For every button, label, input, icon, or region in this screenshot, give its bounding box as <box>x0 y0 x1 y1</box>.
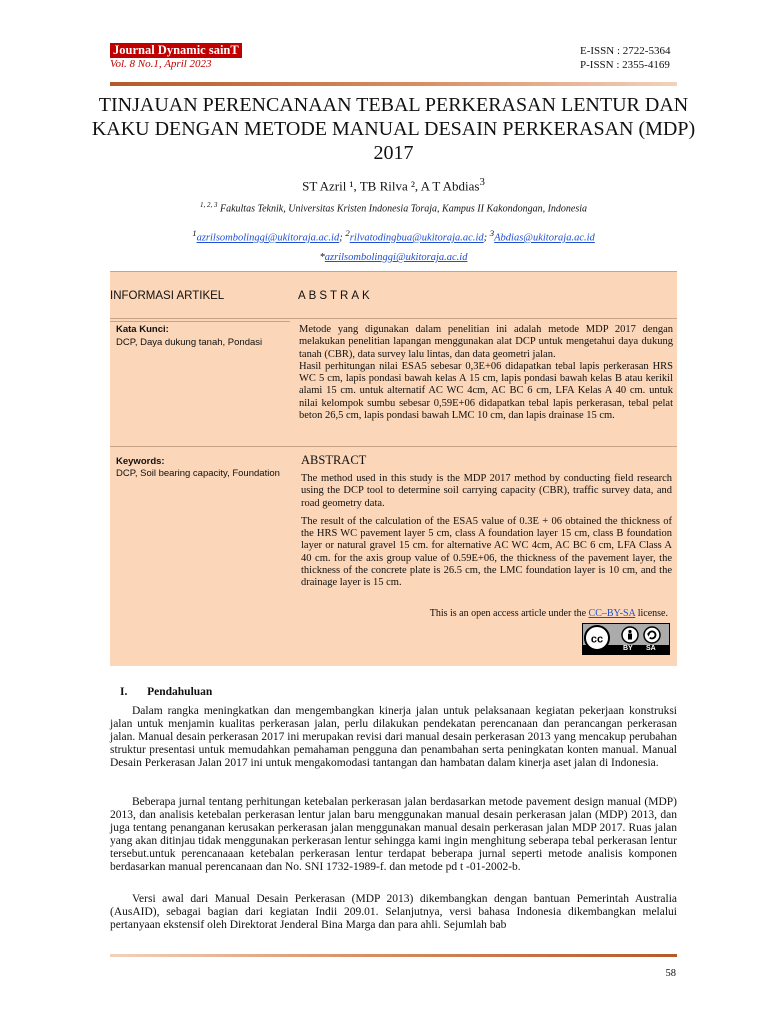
keywords-divider <box>110 446 677 447</box>
abstrak-heading: ABSTRAK <box>298 290 373 302</box>
article-title: TINJAUAN PERENCANAAN TEBAL PERKERASAN LENTUR DAN KAKU DENGAN METODE MANUAL DESAIN PERKERASAN (MDP) 2017 <box>91 94 696 164</box>
affiliation-superscript: 1, 2, 3 <box>199 201 218 209</box>
corresponding-star: * <box>319 252 325 263</box>
corresponding-email <box>110 252 677 263</box>
affiliation-text: Fakultas Teknik, Universitas Kristen Indonesia Toraja, Kampus II Kakondongan, Indonesia <box>219 203 588 215</box>
badge-by-label: BY <box>623 645 633 652</box>
info-divider-left <box>110 321 290 322</box>
kata-kunci-label: Kata Kunci: <box>116 324 169 335</box>
journal-name: Journal Dynamic sainT <box>110 43 242 58</box>
email-3-link[interactable]: Abdias@ukitoraja.ac.id <box>494 232 595 244</box>
keywords-label: Keywords: <box>116 456 165 467</box>
email-2-sep: ; <box>483 232 490 244</box>
license-statement <box>380 608 668 619</box>
abstract-heading: ABSTRACT <box>301 453 367 467</box>
author-emails <box>110 228 677 244</box>
license-suffix: license. <box>635 608 668 619</box>
section-heading <box>120 686 212 698</box>
abstrak-body <box>299 324 673 422</box>
section-title: Pendahuluan <box>147 686 213 698</box>
page-number: 58 <box>665 968 676 979</box>
eissn: E-ISSN : 2722-5364 <box>580 45 671 57</box>
cc-by-sa-badge[interactable] <box>582 623 670 655</box>
badge-sa-label: SA <box>646 645 656 652</box>
header-divider <box>110 82 677 86</box>
body-paragraph-1: Dalam rangka meningkatkan dan mengembangkan kinerja jalan untuk pelaksanaan kegiatan pekerjaan konstruksi jalan untuk menjamin kualitas perkerasan jalan, perlu dilakukan pendekatan perencanaan dan perancangan perkerasan jalan. Manual desain perkerasan 2017 ini merupakan revisi dari manual desain perkerasan 2013 yang mencakup perubahan struktur presentasi untuk memudahkan pemahaman pengguna dan penambahan serta peningkatan konten manual. Manual Desain Perkerasan Jalan 2017 ini untuk mengakomodasi tantangan dan hambatan dalam kinerja aset jalan di Indonesia. <box>110 705 677 770</box>
abstract-body <box>301 473 672 590</box>
section-number: I. <box>120 686 128 698</box>
email-1-link[interactable]: azrilsombolinggi@ukitoraja.ac.id <box>196 232 340 244</box>
authors-superscript: 3 <box>479 176 485 188</box>
email-1-sep: ; <box>339 232 346 244</box>
abstrak-paragraph-1: Metode yang digunakan dalam penelitian ini adalah metode MDP 2017 dengan melakukan penelitian lapangan menggunakan alat DCP untuk mengetahui daya dukung tanah (CBR), data survey lalu lintas, dan data geometri jalan. <box>299 324 673 360</box>
volume-info: Vol. 8 No.1, April 2023 <box>110 58 212 70</box>
license-link[interactable]: CC–BY-SA <box>588 608 636 619</box>
body-paragraph-2: Beberapa jurnal tentang perhitungan ketebalan perkerasan jalan berdasarkan metode pavement design manual (MDP) 2013, dan analisis ketebalan perkerasan lentur jalan baru menggunakan manual desain perkerasan jalan (MDP) 2013, dan juga tentang penanganan kerusakan perkerasan jalan menggunakan manual desain perkerasan jalan MDP 2017. Ruas jalan yang akan ditinjau tidak menggunakan perkerasan lentur sehingga kami ingin menghitung seberapa tebal perkerasan lentur tersebut.untuk perencanaaan ketebalan perkerasan lentur terdapat beberapa jurnal seperti metode analisis komponen berdasarkan manual perencanaan dan No. SNI 1732-1989-f. dan metode pd t -01-2002-b. <box>110 796 677 874</box>
authors-text: ST Azril ¹, TB Rilva ², A T Abdias <box>302 178 480 194</box>
corresponding-email-link[interactable]: azrilsombolinggi@ukitoraja.ac.id <box>324 252 468 263</box>
pissn: P-ISSN : 2355-4169 <box>580 59 670 71</box>
info-heading: INFORMASI ARTIKEL <box>110 290 225 302</box>
affiliation <box>110 201 677 214</box>
license-prefix: This is an open access article under the <box>429 608 589 619</box>
abstract-paragraph-1: The method used in this study is the MDP 2017 method by conducting field research using the DCP tool to determine soil carrying capacity (CBR), traffic survey data, and road geometry data. <box>301 473 672 509</box>
footer-divider <box>110 954 677 957</box>
svg-text:cc: cc <box>590 633 604 646</box>
abstract-paragraph-2: The result of the calculation of the ESA5 value of 0.3E + 06 obtained the thickness of the HRS WC pavement layer 5 cm, class A foundation layer 15 cm, class B foundation layer or natural gravel 15 cm. for alternative AC WC 4cm, AC BC 6 cm, LFA Class A 40 cm. for the axis group value of 0.59E+06, the thickness of the pavement layer, the thickness of the concrete plate is 26.5 cm, the LMC foundation layer is 10 cm, and the drainage layer is 15 cm. <box>301 515 672 589</box>
email-2-link[interactable]: rilvatodingbua@ukitoraja.ac.id <box>349 232 484 244</box>
email-1-sup: 1 <box>192 228 197 238</box>
body-paragraph-3: Versi awal dari Manual Desain Perkerasan (MDP 2013) dikembangkan dengan bantuan Pemerintah Australia (AusAID), sebagai bagian dari kegiatan Indii 209.01. Selanjutnya, versi bahasa Indonesia dikembangkan melalui pertanyaan ekstensif oleh Direktorat Jenderal Bina Marga dan para ahli. Sejumlah bab <box>110 893 677 932</box>
email-3-sup: 3 <box>489 228 495 238</box>
author-list <box>110 176 677 194</box>
abstrak-paragraph-2: Hasil perhitungan nilai ESA5 sebesar 0,3E+06 didapatkan tebal lapis perkerasan HRS WC 5 cm, lapis pondasi bawah kelas A 15 cm, lapis pondasi bawah kelas B atau kerikil alami 15 cm. untuk alternatif AC WC 4cm, AC BC 6 cm, LFA Kelas A 40 cm. untuk nilai kelompok sumbu sebesar 0,59E+06 didapatkan tebal lapis perkerasan, tebal pelat beton 26,5 cm, lapis pondasi bawah LMC 10 cm, dan lapis drainase 15 cm. <box>299 360 673 422</box>
email-2-sup: 2 <box>345 228 350 238</box>
info-divider <box>110 318 677 319</box>
kata-kunci-list: DCP, Daya dukung tanah, Pondasi <box>116 337 263 348</box>
keywords-list: DCP, Soil bearing capacity, Foundation <box>116 468 280 479</box>
